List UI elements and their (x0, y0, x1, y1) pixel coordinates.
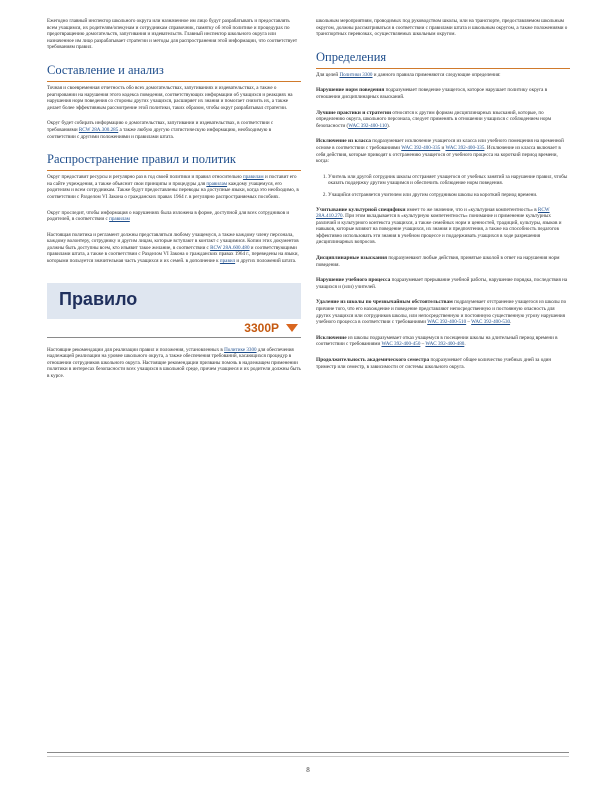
heading-distribution: Распространение правил и политик (47, 152, 301, 171)
link-rules-3[interactable]: правилам (109, 216, 130, 223)
definition-emergency-removal: Удаление из школы по чрезвычайным обстоятельствам подразумевает отстранение учащегося из школы по причине того, что его нахождение и поведение представляют непосредственную и постоянную опасность для других учащихся или сотрудников школы, или непосредственную и постоянную существенную угрозу нарушения учебного процесса в соответствии с требованиями WAC 392-400-510 – WAC 392-400-530. (316, 299, 567, 326)
divider (47, 337, 301, 338)
definition-discipline: Дисциплинарные взыскания подразумевают любые действия, принятые школой в ответ на нарушения норм поведения. (316, 255, 560, 268)
link-wac-335-b[interactable]: WAC 392-400-335 (445, 144, 485, 151)
distribution-paragraph-1: Округ предоставит ресурсы и регулярно раз в год своей политики и правил относительно правилам и поставит его на сайте учреждения, а также объяснит свои принципы и процедуры для правилам каждому учащемуся, его родителям и всем сотрудникам. Также будут предоставлены переводы на доступные языки, когда это необходимо, в соответствии с Разделом VI Закона о гражданских правах 1964 г. в регулярно распространяемых пособиях. (47, 174, 299, 200)
definition-academic-term: Продолжительность академического семестра подразумевает общее количество учебных дней за один триместр или семестр, в зависимости от системы школьного округа. (316, 357, 552, 370)
analysis-paragraph-2: Округ будет собирать информацию о домогательствах, запугивании и издевательствах, в соответствии с требованиями RCW 28A.300.285 а также любую другую статистическую информацию, необходимую в соответствии с другими положениями и правилами штата. (47, 120, 274, 140)
heading-definitions: Определения (316, 50, 570, 69)
distribution-paragraph-3: Настоящая политика и регламент должны представляться любому учащемуся, а также каждому члену персонала, каждому волонтеру, сотруднику и другим лицам, которые вступают в контакт с учащимися. Копии этих документов должны быть доступны всем, кто изъявит такое желание, в соответствии с RCW 28A.600.480 и соответствующими правилами штата, а также в соответствии с Разделом VI Закона о гражданских правах 1964 г., переведены на языки, которыми пользуется значительная часть учащихся и их семей. в дополнение к правил и других положений штата. (47, 231, 299, 265)
definition-cultural-specificity: Учитывание культурной специфики имеет то же значение, что и «культурная компетентность» в RCW 28A.410.270. При этом вкладывается в «культурную компетентность» понимание и применение культурных различий и культурного контекста учащихся, а также семейных норм и ценностей, традиций, культуры, языков и навыков, которые влияют на поведение учащихся, их знания и предпочтения, а также на способность педагогов эффективно использовать эти знания в учебном процессе и поддерживать учащихся в ходе разрешения дисциплинарных вопросов. (316, 206, 562, 246)
definition-disruption: Нарушение учебного процесса подразумевает прерывание учебной работы, нарушение порядка, последствия на учащихся и (или) учителей. (316, 277, 568, 290)
exclusion-list (316, 174, 570, 199)
link-rcw-410[interactable]: RCW 28A.410.270 (316, 206, 550, 220)
link-wac-480[interactable]: WAC 392-400-480 (425, 341, 465, 348)
definition-expulsion: Исключение из школы подразумевает отказ учащемуся в посещении школы на длительный период времени в соответствии с требованиями WAC 392-400-450 – WAC 392-400-480. (316, 334, 558, 348)
definition-class-exclusion: Исключение из класса подразумевает исключение учащегося из класса или учебного помещения на временной основе в соответствии с требованиями WAC 392-400-335 и WAC 392-400-335. Исключение из класса включает в себя действия, которые приводят к отстранению учащегося от учебного процесса на короткий период времени, когда: (316, 138, 564, 165)
definitions-intro: Для целей Политики 3300 и данного правила применяются следующие определения: (316, 71, 501, 78)
rule-paragraph: Настоящие рекомендации для реализации правил и положения, установленных в Политике 3300 для обеспечения надлежащей реализации на уровне школьного округа, а также обеспечения требований, касающихся процедур в отношении сотрудников школьного округа. Настоящие рекомендации призваны помочь в надлежащем применении политики в интересах безопасности всех учащихся в школьной среде, причем учащиеся и их родители должны быть в курсе. (47, 346, 301, 380)
link-rules-2[interactable]: правилам (206, 180, 228, 187)
triangle-down-icon (286, 324, 298, 332)
intro-paragraph: Ежегодно главный инспектор школьного округа или назначенное им лицо будут разрабатывать и предоставлять всем учащимся, их родителям/опекунам и сотрудникам справочник, памятку об этой политике и процедурах по предотвращению домогательств, запугивания и издевательств. Главный инспектор школьного округа или назначенное им лицо разрабатывает стратегии и методы для распространения этой информации, что соответствует требованиям правил. (47, 18, 298, 51)
link-rules-4[interactable]: правил (219, 258, 236, 265)
footer-divider-secondary (47, 756, 569, 757)
right-top-paragraph: школьным мероприятиям, проводимых под руководством школы, или на транспорте, предоставляемом школьным округом, должны рассматриваться в соответствии с правилами штата и школьным округом, а также положениями о транспортных перевозках, осуществляемых школьным округом. (316, 18, 568, 38)
link-rcw-analysis[interactable]: RCW 28A.300.285 (78, 126, 119, 133)
link-wac-530[interactable]: WAC 392-400-530 (471, 319, 511, 326)
link-rcw-distribution[interactable]: RCW 28A.600.480 (210, 244, 250, 251)
link-wac-450[interactable]: WAC 392-400-450 (381, 341, 421, 348)
link-wac-110[interactable]: WAC 392-400-110 (348, 122, 387, 129)
rule-banner (47, 283, 301, 319)
page-number: 8 (306, 766, 310, 774)
link-wac-335-a[interactable]: WAC 392-400-335 (401, 144, 441, 151)
definition-behavior-violation: Нарушение норм поведения подразумевает поведение учащегося, которое нарушает политику округа в отношении дисциплинарных взысканий. (316, 87, 548, 100)
link-rules-1[interactable]: правилам (242, 174, 264, 181)
right-column (316, 18, 570, 379)
rule-title: Правило (59, 288, 138, 309)
list-item: 1. Учитель или другой сотрудник школы отстраняет учащегося от учебных занятий за нарушение правил, чтобы оказать поддержку другим учащимся и обеспечить соблюдение норм поведения. (328, 174, 570, 187)
analysis-paragraph-1: Точная и своевременная отчетность обо всех домогательствах, запугиваниях и издевательствах, а также о реагировании на нарушения этого кодекса поведения, соответствующих информации об учащихся и реакциях на нарушения норм поведения со стороны других учащихся, расширяет их знания и помогает снизить их, а также делает более эффективным рассмотрение этой политики, таких образом, чтобы округ разрабатывал стратегии. (47, 84, 293, 111)
policy-number: 3300P (244, 320, 279, 335)
definition-best-practices: Лучшие практики и стратегии относятся к другим формам дисциплинарных взысканий, которые, по определению округа, школьного персонала, следует применять в отношении учащихся с соблюдением норм безопасности (WAC 392-400-110). (316, 109, 552, 129)
link-policy-3300-rule[interactable]: Политике 3300 (224, 346, 257, 353)
footer-divider (47, 752, 569, 753)
distribution-paragraph-2: Округ проследит, чтобы информация о нарушениях была изложена в форме, доступной для всех сотрудников и родителей, в соответствии с правилам (47, 209, 290, 223)
heading-analysis: Составление и анализ (47, 63, 301, 82)
list-item: 2. Учащийся отстраняется учителем или другим сотрудником школы на короткий период времени. (328, 192, 570, 199)
left-column (47, 18, 301, 389)
link-policy-3300[interactable]: Политики 3300 (339, 71, 373, 78)
link-wac-510[interactable]: WAC 392-400-510 (427, 319, 467, 326)
policy-number-row (47, 319, 301, 339)
